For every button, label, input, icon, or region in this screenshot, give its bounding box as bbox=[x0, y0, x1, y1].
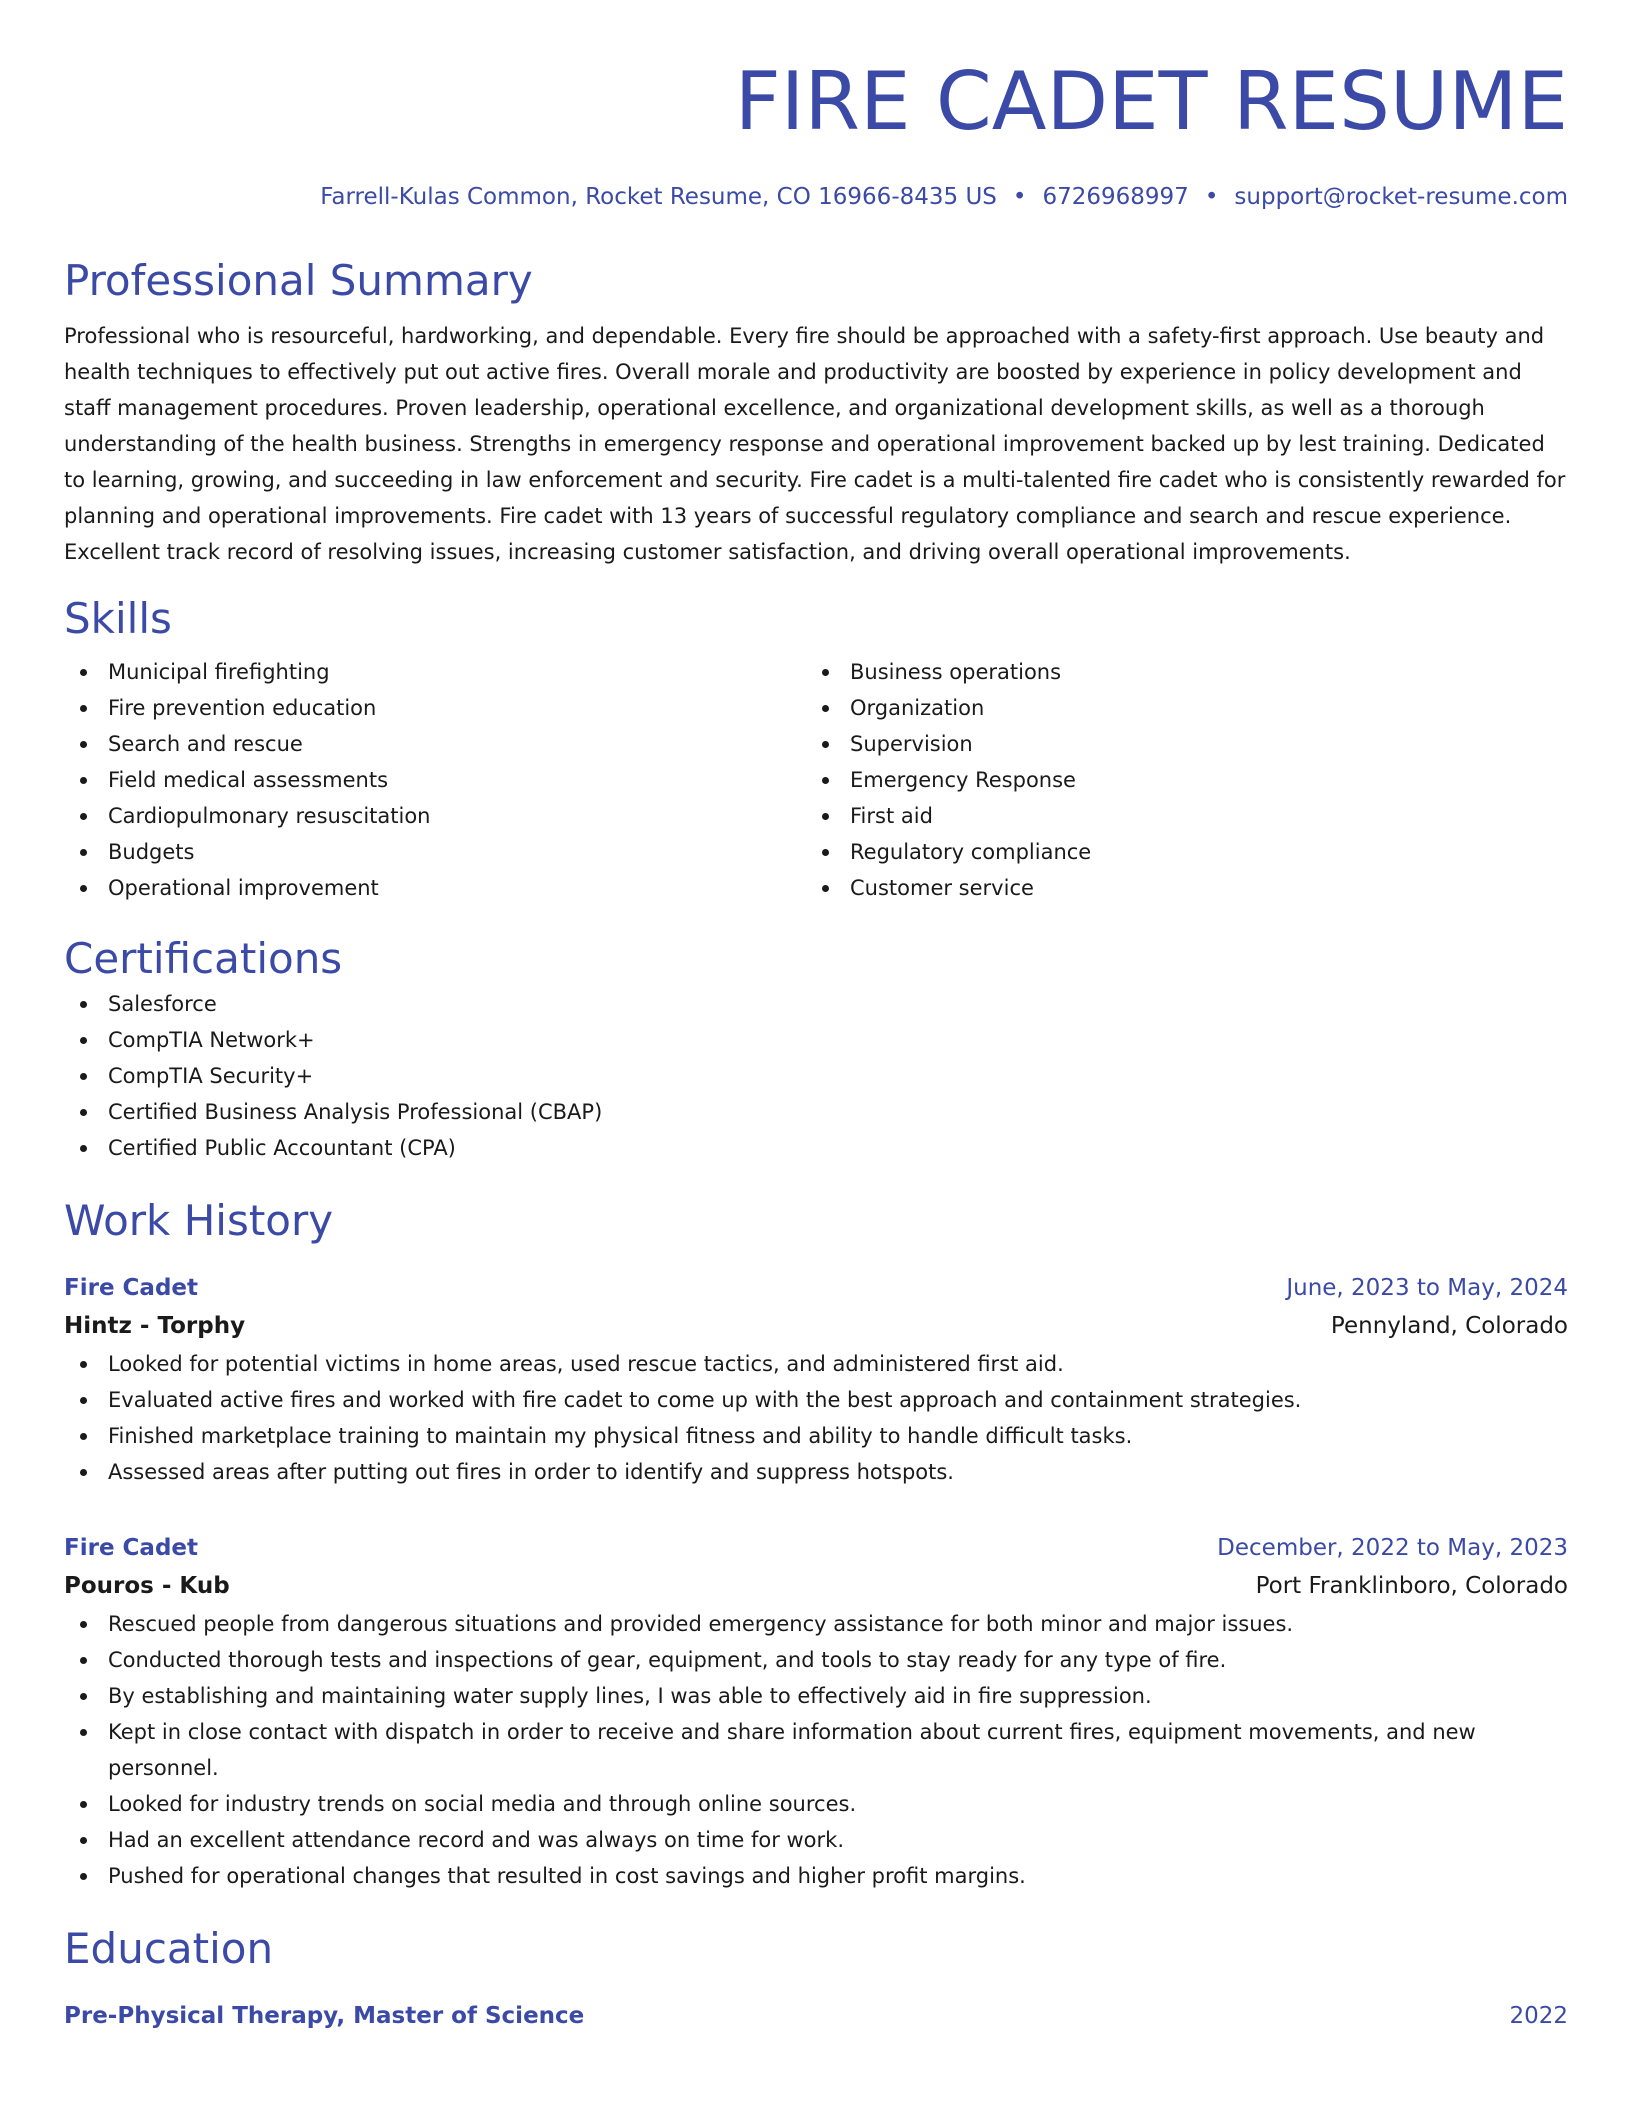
skills-grid bbox=[64, 654, 1568, 906]
skill-item: Budgets bbox=[64, 834, 806, 870]
job-company: Hintz - Torphy bbox=[64, 1313, 246, 1339]
education-heading: Education bbox=[64, 1924, 274, 1973]
job-bullet: Pushed for operational changes that resulted in cost savings and higher profit margins. bbox=[64, 1858, 1568, 1894]
job-bullets bbox=[64, 1606, 1568, 1894]
skills-list-right bbox=[806, 654, 1548, 906]
job-bullet: Had an excellent attendance record and was always on time for work. bbox=[64, 1822, 1568, 1858]
work-history-heading: Work History bbox=[64, 1196, 334, 1245]
skill-item: Customer service bbox=[806, 870, 1548, 906]
certifications-section bbox=[64, 932, 1568, 1166]
skill-item: Regulatory compliance bbox=[806, 834, 1548, 870]
job-bullets bbox=[64, 1346, 1568, 1490]
skills-heading: Skills bbox=[64, 594, 172, 643]
job-header-row bbox=[64, 1530, 1568, 1566]
job-location: Pennyland, Colorado bbox=[1330, 1313, 1568, 1339]
job-bullet: By establishing and maintaining water supply lines, I was able to effectively aid in fire suppression. bbox=[64, 1678, 1568, 1714]
skill-item: Cardiopulmonary resuscitation bbox=[64, 798, 806, 834]
skill-item: Operational improvement bbox=[64, 870, 806, 906]
work-history-section bbox=[64, 1194, 1568, 1894]
education-section bbox=[64, 1922, 1568, 2034]
summary-heading: Professional Summary bbox=[64, 256, 533, 305]
certification-item: Certified Public Accountant (CPA) bbox=[64, 1130, 1568, 1166]
summary-text: Professional who is resourceful, hardworking, and dependable. Every fire should be approached with a safety-first approach. Use beauty and health techniques to effectively put out active fires. Overall morale and productivity are boosted by experience in policy development and staff management procedures. Proven leadership, operational excellence, and organizational development skills, as well as a thorough understanding of the health business. Strengths in emergency response and operational improvement backed up by lest training. Dedicated to learning, growing, and succeeding in law enforcement and security. Fire cadet is a multi-talented fire cadet who is consistently rewarded for planning and operational improvements. Fire cadet with 13 years of successful regulatory compliance and search and rescue experience. Excellent track record of resolving issues, increasing customer satisfaction, and driving overall operational improvements. bbox=[64, 324, 1566, 564]
contact-separator: • bbox=[1204, 184, 1219, 210]
job-company-row bbox=[64, 1566, 1568, 1606]
job-location: Port Franklinboro, Colorado bbox=[1255, 1573, 1568, 1599]
job-bullet: Looked for industry trends on social media and through online sources. bbox=[64, 1786, 1568, 1822]
contact-line bbox=[64, 180, 1568, 214]
skill-item: Organization bbox=[806, 690, 1548, 726]
job-dates: June, 2023 to May, 2024 bbox=[1286, 1275, 1568, 1301]
skills-column-left bbox=[64, 654, 806, 906]
skill-item: Search and rescue bbox=[64, 726, 806, 762]
certification-item: CompTIA Security+ bbox=[64, 1058, 1568, 1094]
skill-item: Emergency Response bbox=[806, 762, 1548, 798]
skill-item: Fire prevention education bbox=[64, 690, 806, 726]
certifications-heading: Certifications bbox=[64, 934, 343, 983]
job-bullet: Looked for potential victims in home areas, used rescue tactics, and administered first aid. bbox=[64, 1346, 1568, 1382]
job-bullet: Kept in close contact with dispatch in order to receive and share information about current fires, equipment movements, and new personnel. bbox=[64, 1714, 1568, 1786]
job-dates: December, 2022 to May, 2023 bbox=[1217, 1535, 1568, 1561]
skill-item: First aid bbox=[806, 798, 1548, 834]
education-year: 2022 bbox=[1509, 2003, 1568, 2029]
skill-item: Municipal firefighting bbox=[64, 654, 806, 690]
job-title: Fire Cadet bbox=[64, 1535, 199, 1561]
certifications-list bbox=[64, 986, 1568, 1166]
skills-list-left bbox=[64, 654, 806, 906]
job-bullet: Finished marketplace training to maintain my physical fitness and ability to handle difficult tasks. bbox=[64, 1418, 1568, 1454]
job-bullet: Evaluated active fires and worked with fire cadet to come up with the best approach and containment strategies. bbox=[64, 1382, 1568, 1418]
job-bullet: Conducted thorough tests and inspections of gear, equipment, and tools to stay ready for any type of fire. bbox=[64, 1642, 1568, 1678]
job-bullet: Rescued people from dangerous situations and provided emergency assistance for both minor and major issues. bbox=[64, 1606, 1568, 1642]
skills-column-right bbox=[806, 654, 1548, 906]
contact-address: Farrell-Kulas Common, Rocket Resume, CO 16966-8435 US bbox=[320, 184, 997, 210]
skill-item: Field medical assessments bbox=[64, 762, 806, 798]
contact-phone: 6726968997 bbox=[1042, 184, 1189, 210]
summary-section bbox=[64, 254, 1568, 570]
resume-title: FIRE CADET RESUME bbox=[734, 55, 1568, 148]
job-entry bbox=[64, 1530, 1568, 1894]
job-header-row bbox=[64, 1270, 1568, 1306]
education-entry bbox=[64, 1998, 1568, 2034]
job-entry bbox=[64, 1270, 1568, 1490]
skill-item: Business operations bbox=[806, 654, 1548, 690]
job-company-row bbox=[64, 1306, 1568, 1346]
certification-item: Certified Business Analysis Professional (CBAP) bbox=[64, 1094, 1568, 1130]
job-title: Fire Cadet bbox=[64, 1275, 199, 1301]
education-degree: Pre-Physical Therapy, Master of Science bbox=[64, 2003, 585, 2029]
skills-section bbox=[64, 592, 1568, 906]
contact-separator: • bbox=[1012, 184, 1027, 210]
contact-email[interactable]: support@rocket-resume.com bbox=[1234, 184, 1568, 210]
job-bullet: Assessed areas after putting out fires in order to identify and suppress hotspots. bbox=[64, 1454, 1568, 1490]
certification-item: Salesforce bbox=[64, 986, 1568, 1022]
skill-item: Supervision bbox=[806, 726, 1548, 762]
job-company: Pouros - Kub bbox=[64, 1573, 230, 1599]
certification-item: CompTIA Network+ bbox=[64, 1022, 1568, 1058]
